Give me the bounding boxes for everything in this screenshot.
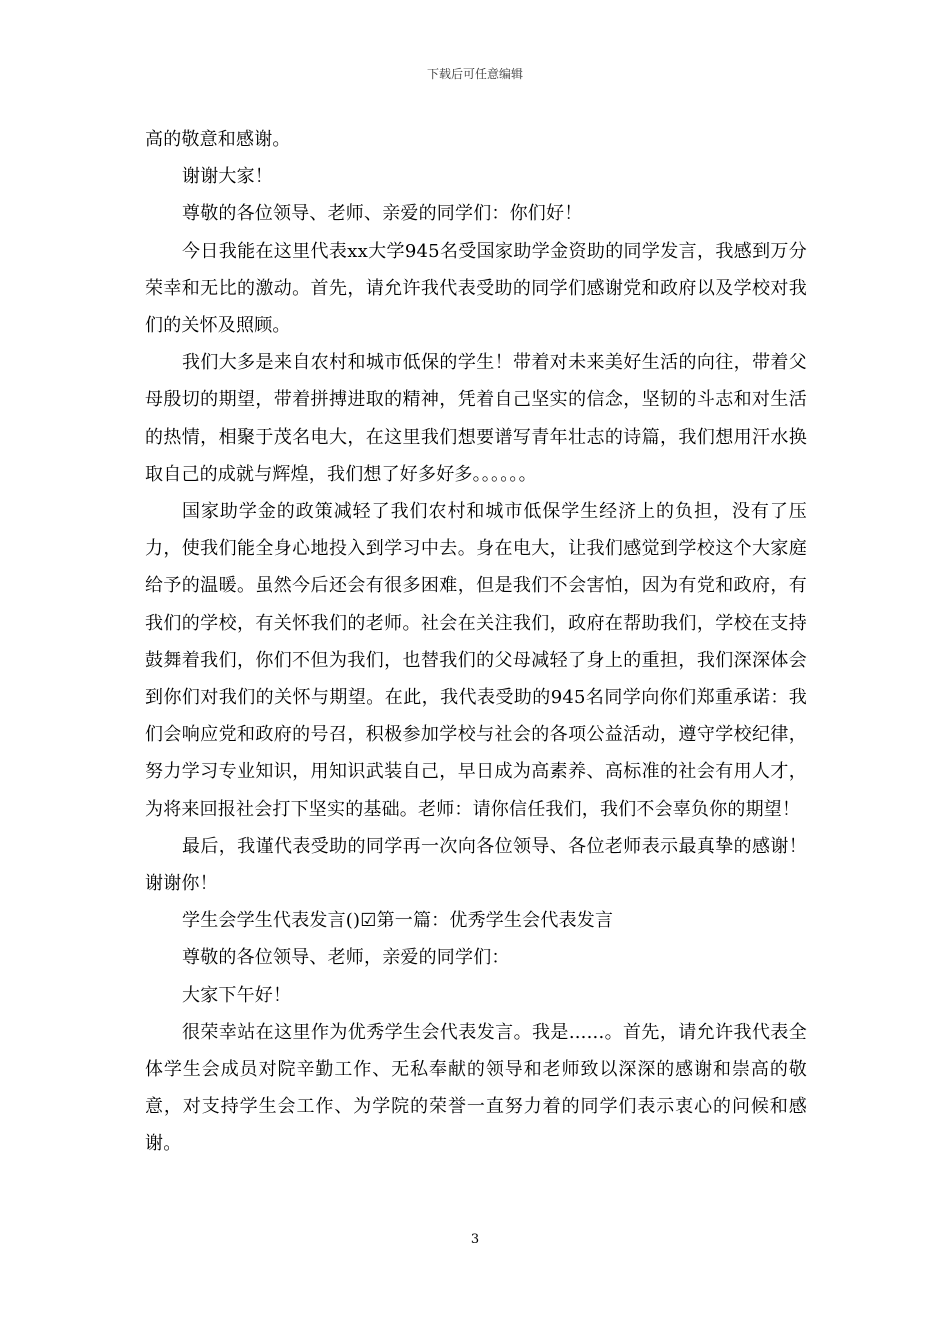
section-heading: 学生会学生代表发言()☑第一篇：优秀学生会代表发言 — [182, 910, 614, 932]
paragraph: 尊敬的各位领导、老师、亲爱的同学们：你们好！ — [182, 203, 583, 225]
paragraph: 最后，我谨代表受助的同学再一次向各位领导、各位老师表示最真挚的感谢！谢谢你！ — [145, 835, 807, 895]
paragraph: 国家助学金的政策减轻了我们农村和城市低保学生经济上的负担，没有了压力，使我们能全身心地投入到学习中去。身在电大，让我们感觉到学校这个大家庭给予的温暖。虽然今后还会有很多困难，但是我们不会害怕，因为有党和政府，有我们的学校，有关怀我们的老师。社会在关注我们，政府在帮助我们，学校在支持鼓舞着我们，你们不但为我们，也替我们的父母减轻了身上的重担，我们深深体会到你们对我们的关怀与期望。在此，我代表受助的945名同学向你们郑重承诺：我们会响应党和政府的号召，积极参加学校与社会的各项公益活动，遵守学校纪律，努力学习专业知识，用知识武装自己，早日成为高素养、高标准的社会有用人才，为将来回报社会打下坚实的基础。老师：请你信任我们，我们不会辜负你的期望！ — [145, 501, 807, 820]
paragraph: 今日我能在这里代表xx大学945名受国家助学金资助的同学发言，我感到万分荣幸和无比的激动。首先，请允许我代表受助的同学们感谢党和政府以及学校对我们的关怀及照顾。 — [145, 240, 807, 337]
page-number: 3 — [470, 1232, 480, 1247]
page-header: 下载后可任意编辑 — [426, 67, 523, 81]
paragraph: 我们大多是来自农村和城市低保的学生！带着对未来美好生活的向往，带着父母殷切的期望，带着拼搏进取的精神，凭着自己坚实的信念，坚韧的斗志和对生活的热情，相聚于茂名电大，在这里我们想要谱写青年壮志的诗篇，我们想用汗水换取自己的成就与辉煌，我们想了好多好多。。。。。。 — [145, 352, 807, 485]
document-body — [145, 121, 807, 1163]
paragraph: 很荣幸站在这里作为优秀学生会代表发言。我是......。首先，请允许我代表全体学生会成员对院辛勤工作、无私奉献的领导和老师致以深深的感谢和崇高的敬意，对支持学生会工作、为学院的荣誉一直努力着的同学们表示衷心的问候和感谢。 — [145, 1021, 807, 1155]
greeting: 大家下午好！ — [182, 984, 292, 1006]
paragraph: 谢谢大家！ — [182, 166, 273, 188]
salutation: 尊敬的各位领导、老师，亲爱的同学们： — [182, 947, 510, 969]
paragraph: 高的敬意和感谢。 — [145, 129, 291, 150]
